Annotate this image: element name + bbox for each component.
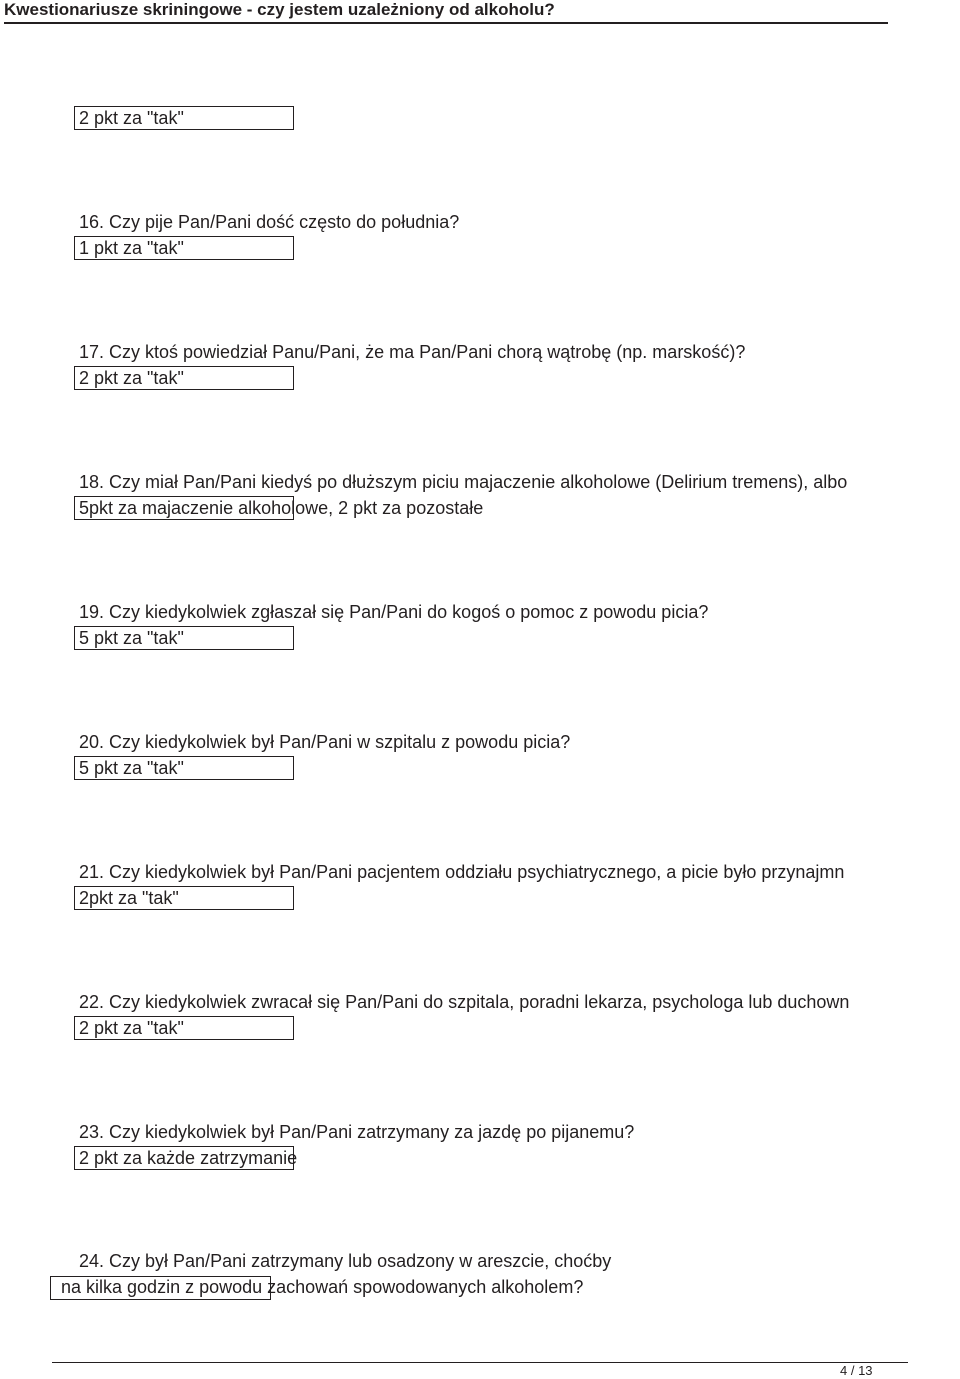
footer-divider — [52, 1362, 908, 1363]
item-question-17: 17. Czy ktoś powiedział Panu/Pani, że ma Pan/Pani chorą wątrobę (np. marskość)? — [79, 342, 746, 362]
item-question-19: 19. Czy kiedykolwiek zgłaszał się Pan/Pani do kogoś o pomoc z powodu picia? — [79, 602, 709, 622]
item-points-19: 5 pkt za "tak" — [79, 628, 184, 648]
item-question-16: 16. Czy pije Pan/Pani dość często do południa? — [79, 212, 460, 232]
item-points-21: 2pkt za "tak" — [79, 888, 179, 908]
item-points-18: 5pkt za majaczenie alkoholowe, 2 pkt za pozostałe — [79, 498, 484, 518]
item-points-16: 1 pkt za "tak" — [79, 238, 184, 258]
item-points-20: 5 pkt za "tak" — [79, 758, 184, 778]
page-title: Kwestionariusze skriningowe - czy jestem uzależniony od alkoholu? — [4, 0, 555, 19]
item-points-23: 2 pkt za każde zatrzymanie — [79, 1148, 298, 1168]
item-points: 2 pkt za "tak" — [79, 108, 184, 128]
item-question-21: 21. Czy kiedykolwiek był Pan/Pani pacjentem oddziału psychiatrycznego, a picie było przynajmn — [79, 862, 845, 882]
item-question-22: 22. Czy kiedykolwiek zwracał się Pan/Pani do szpitala, poradni lekarza, psychologa lub duchown — [79, 992, 850, 1012]
item-question-24-continued: na kilka godzin z powodu zachowań spowodowanych alkoholem? — [61, 1277, 584, 1297]
page-number: 4 / 13 — [840, 1363, 873, 1378]
item-points-17: 2 pkt za "tak" — [79, 368, 184, 388]
item-question-20: 20. Czy kiedykolwiek był Pan/Pani w szpitalu z powodu picia? — [79, 732, 571, 752]
item-question-23: 23. Czy kiedykolwiek był Pan/Pani zatrzymany za jazdę po pijanemu? — [79, 1122, 635, 1142]
item-question-24: 24. Czy był Pan/Pani zatrzymany lub osadzony w areszcie, choćby — [79, 1251, 612, 1271]
item-points-22: 2 pkt za "tak" — [79, 1018, 184, 1038]
item-question-18: 18. Czy miał Pan/Pani kiedyś po dłuższym piciu majaczenie alkoholowe (Delirium tremens), albo — [79, 472, 848, 492]
header-divider — [4, 22, 888, 24]
